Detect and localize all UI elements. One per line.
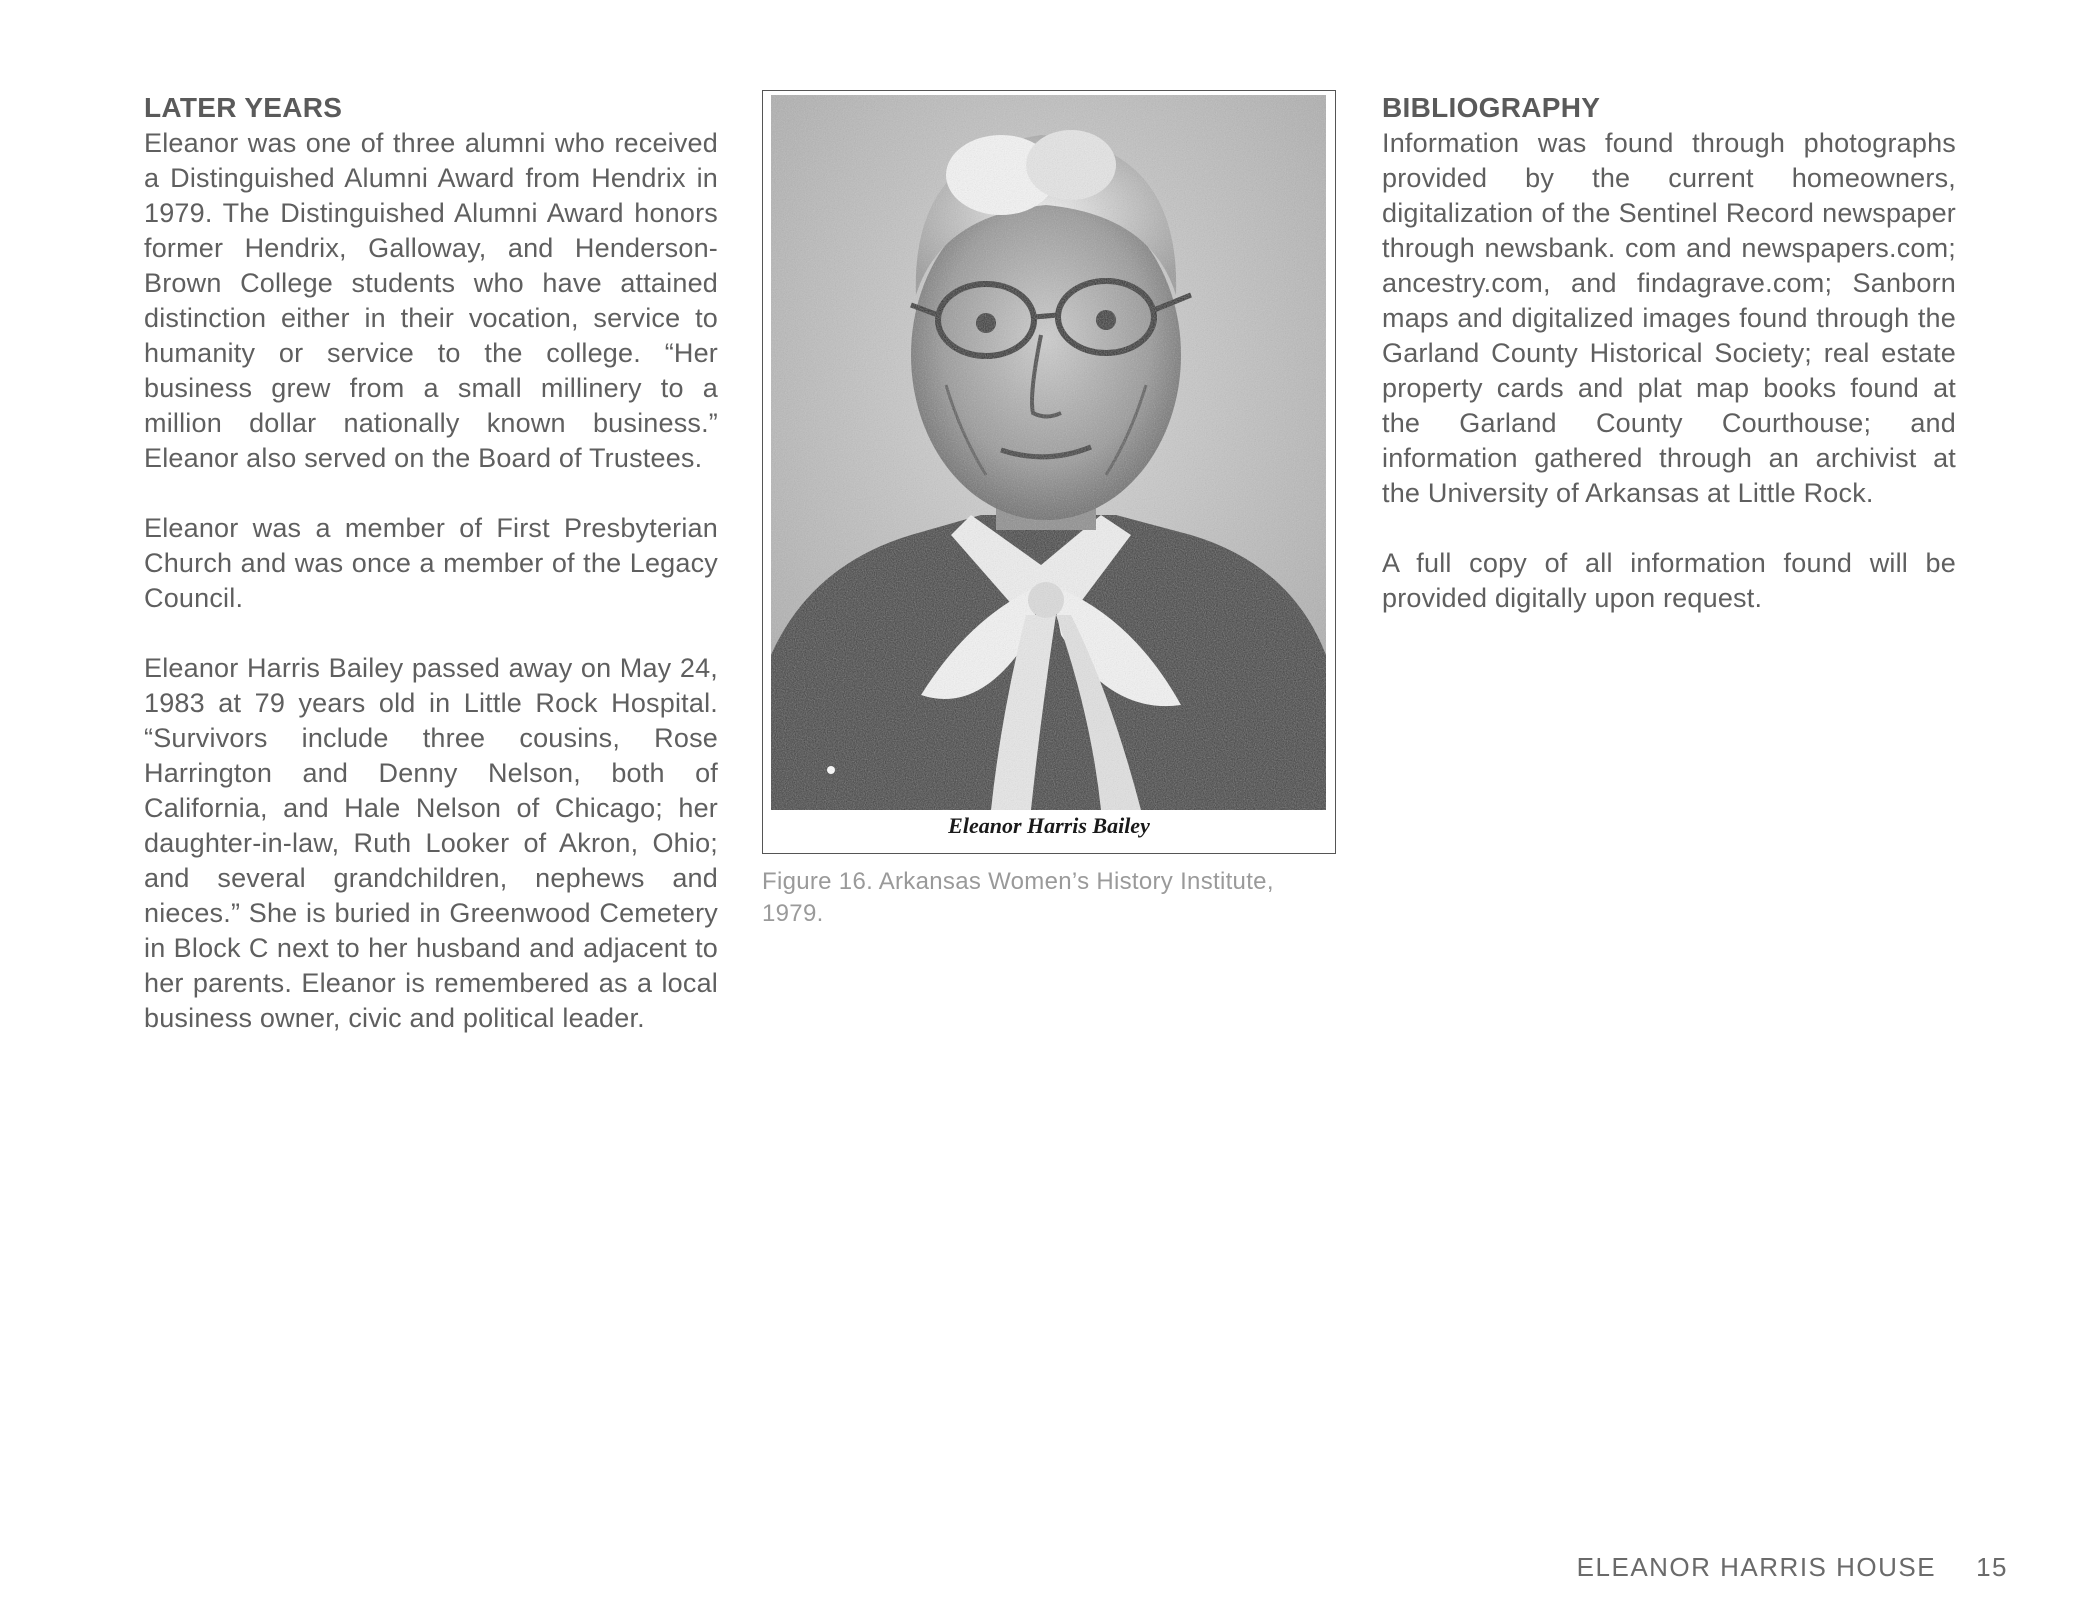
photo-print-label: Eleanor Harris Bailey	[948, 813, 1150, 838]
later-years-section	[144, 90, 718, 1071]
later-years-paragraph-3: Eleanor Harris Bailey passed away on May 24, 1983 at 79 years old in Little Rock Hospital. “Survivors include three cousins, Rose Harrington and Denny Nelson, both of California, and Hale Nelson of Chicago; her daughter-in-law, Ruth Looker of Akron, Ohio; and several grandchildren, nephews and nieces.” She is buried in Greenwood Cemetery in Block C next to her husband and adjacent to her parents. Eleanor is remembered as a local business owner, civic and political leader.	[144, 653, 718, 1033]
page-footer	[1577, 1552, 2008, 1583]
figure-caption: Figure 16. Arkansas Women’s History Institute, 1979.	[762, 868, 1274, 927]
page-number: 15	[1976, 1552, 2008, 1582]
bibliography-paragraph-2: A full copy of all information found will be provided digitally upon request.	[1382, 548, 1956, 613]
portrait-photo	[771, 95, 1326, 810]
bibliography-section	[1382, 90, 1956, 651]
bibliography-heading: BIBLIOGRAPHY	[1382, 92, 1601, 123]
footer-title: ELEANOR HARRIS HOUSE	[1576, 1552, 1937, 1582]
portrait-photo-frame	[762, 90, 1336, 854]
bibliography-paragraph-1: Information was found through photographs provided by the current homeowners, digitalization of the Sentinel Record newspaper through newsbank. com and newspapers.com; ancestry.com, and findagrave.com; Sanborn maps and digitalized images found through the Garland County Historical Society; real estate property cards and plat map books found at the Garland County Courthouse; and information gathered through an archivist at the University of Arkansas at Little Rock.	[1382, 128, 1956, 508]
figure-section	[762, 90, 1336, 930]
later-years-heading: LATER YEARS	[144, 92, 343, 123]
later-years-paragraph-2: Eleanor was a member of First Presbyterian Church and was once a member of the Legacy Council.	[144, 513, 718, 613]
later-years-paragraph-1: Eleanor was one of three alumni who received a Distinguished Alumni Award from Hendrix in 1979. The Distinguished Alumni Award honors former Hendrix, Galloway, and Henderson-Brown College students who have attained distinction either in their vocation, service to humanity or service to the college. “Her business grew from a small millinery to a million dollar nationally known business.” Eleanor also served on the Board of Trustees.	[144, 128, 718, 473]
